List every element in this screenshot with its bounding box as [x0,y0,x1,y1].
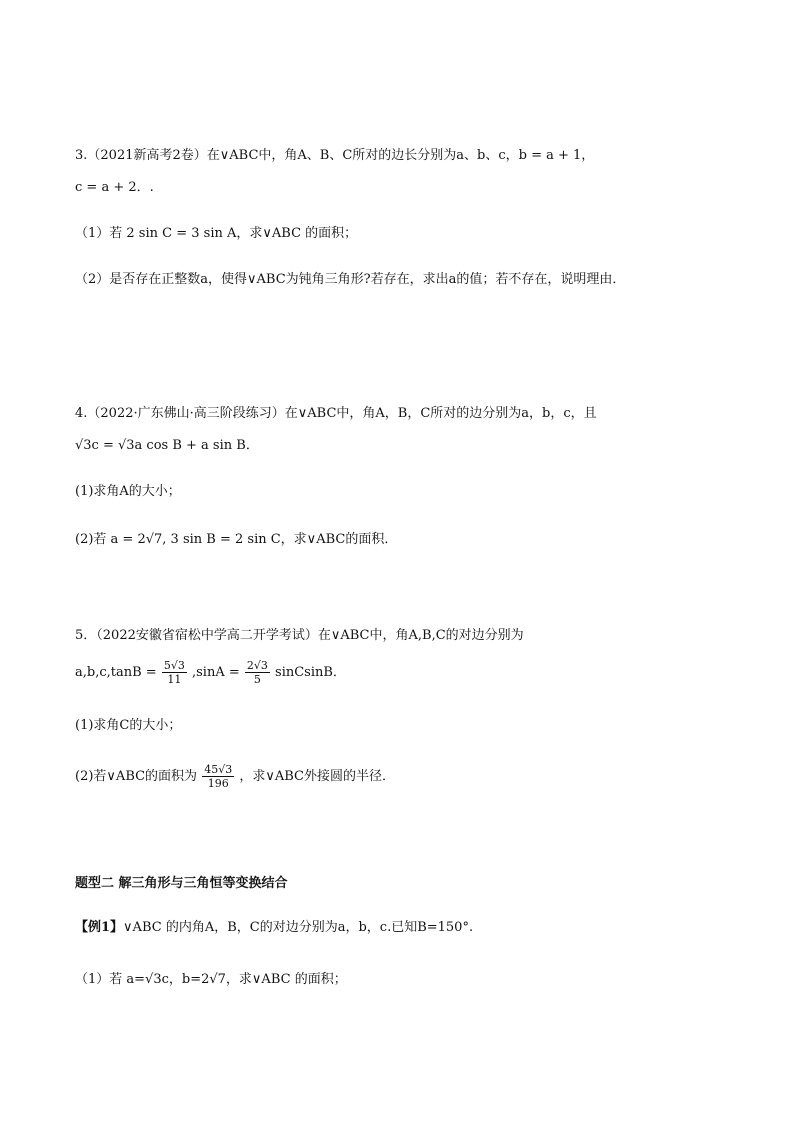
problem-5-question-2-suffix: ，求∨ABC外接圆的半径． [239,769,396,784]
sin-a-denominator: 5 [253,673,261,686]
problem-5-question-1: (1)求角C的大小； [75,718,182,733]
problem-3-line-2: c = a + 2．. [75,180,154,195]
problem-3-question-1: （1）若 2 sin C = 3 sin A，求∨ABC 的面积； [75,226,358,241]
example-1-question-1: （1）若 a=√3c，b=2√7，求∨ABC 的面积； [75,972,347,987]
area-numerator: 45√3 [204,763,233,776]
problem-4-line-1: 4.（2022·广东佛山·高三阶段练习）在∨ABC中，角A，B，C所对的边分别为a，b，c，且 [75,406,597,421]
example-1-statement [75,918,473,938]
problem-5-condition-suffix: sinCsinB． [275,665,346,680]
area-denominator: 196 [207,777,229,790]
problem-5-question-2 [75,762,395,792]
problem-5-condition-prefix: a,b,c,tanB = [75,665,157,680]
problem-4-question-1: (1)求角A的大小； [75,484,181,499]
problem-4-question-2: (2)若 a = 2√7, 3 sin B = 2 sin C，求∨ABC的面积． [75,532,398,547]
example-tag: 【例1】 [75,920,124,935]
problem-5-line-2 [75,658,346,688]
area-fraction [202,763,234,790]
section-title: 题型二 解三角形与三角恒等变换结合 [75,876,288,891]
problem-3-line-1: 3.（2021新高考2卷）在∨ABC中，角A、B、C所对的边长分别为a、b、c，b = a + 1， [75,148,595,163]
problem-5-condition-mid: ,sinA = [191,665,240,680]
tan-b-denominator: 11 [167,673,182,686]
sin-a-numerator: 2√3 [246,659,268,672]
problem-4-line-2: √3c = √3a cos B + a sin B． [75,438,259,453]
problem-5-question-2-prefix: (2)若∨ABC的面积为 [75,769,198,784]
tan-b-numerator: 5√3 [163,659,185,672]
example-text: ∨ABC 的内角A，B，C的对边分别为a，b，c.已知B=150°. [123,920,474,935]
tan-b-fraction [162,659,187,686]
problem-3-question-2: （2）是否存在正整数a，使得∨ABC为钝角三角形?若存在，求出a的值；若不存在，说明理由． [75,272,626,287]
sin-a-fraction [245,659,270,686]
problem-5-line-1: 5．（2022安徽省宿松中学高二开学考试）在∨ABC中，角A,B,C的对边分别为 [75,628,524,643]
